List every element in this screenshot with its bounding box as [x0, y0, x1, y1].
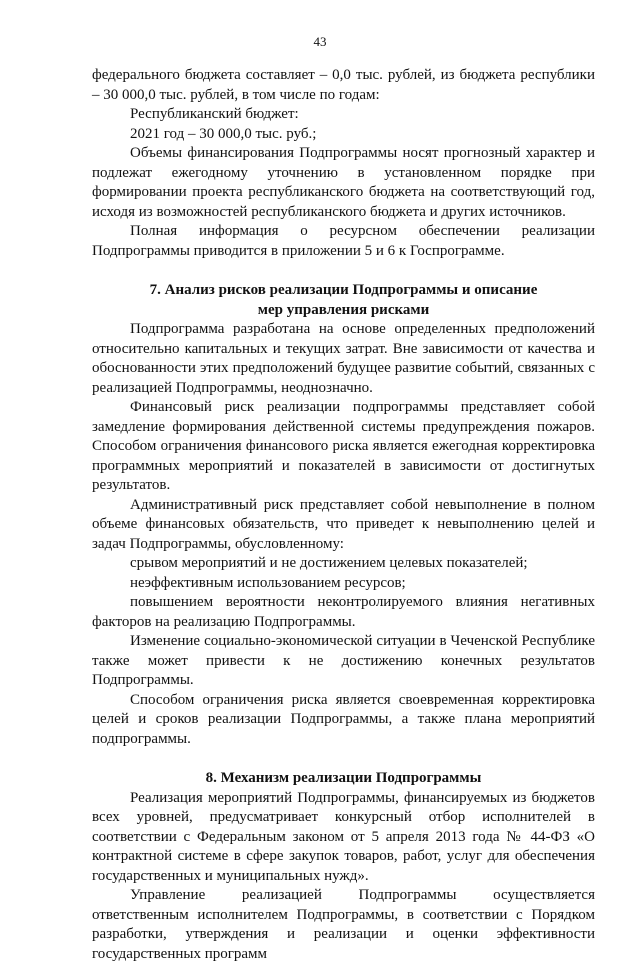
section7-heading-line2: мер управления рисками — [257, 301, 430, 318]
section8-paragraph: Реализация мероприятий Подпрограммы, финансируемых из бюджетов всех уровней, предусматривает конкурсный отбор исполнителей в соответствии с Федеральным законом от 5 апреля 2013 года № 44-ФЗ «О контрактной системе в сфере закупок товаров, работ, услуг для обеспечения государственных и муниципальных нужд». — [92, 789, 595, 884]
section7-paragraph: Изменение социально-экономической ситуации в Чеченской Республике также может привести к не достижению конечных результатов Подпрограммы. — [92, 633, 595, 688]
paragraph-funding-intro: федерального бюджета составляет – 0,0 тыс. рублей, из бюджета республики – 30 000,0 тыс. рублей, в том числе по годам: — [92, 67, 595, 103]
section7-heading-line1: 7. Анализ рисков реализации Подпрограммы и описание — [149, 282, 538, 298]
paragraph-funding-volumes: Объемы финансирования Подпрограммы носят прогнозный характер и подлежат ежегодному уточнению в установленном порядке при формировании проекта республиканского бюджета на соответствующий год, исходя из возможностей республиканского бюджета и других источников. — [92, 145, 595, 220]
page-number: 43 — [313, 34, 327, 49]
paragraph-full-info: Полная информация о ресурсном обеспечении реализации Подпрограммы приводится в приложении 5 и 6 к Госпрограмме. — [92, 223, 595, 259]
document-body — [92, 66, 595, 964]
section8-paragraph: Управление реализацией Подпрограммы осуществляется ответственным исполнителем Подпрограммы, в соответствии с Порядком разработки, утверждения и реализации и оценки эффективности государственных программ — [92, 887, 595, 962]
paragraph-republic-budget: Республиканский бюджет: — [130, 106, 299, 122]
section7-paragraph: Административный риск представляет собой невыполнение в полном объеме финансовых обязательств, что приведет к невыполнению целей и задач Подпрограммы, обусловленному: — [92, 496, 595, 552]
section7-paragraph: Подпрограмма разработана на основе определенных предположений относительно капитальных и текущих затрат. Вне зависимости от качества и обоснованности этих предположений будущее развитие событий, связанных с реализацией Подпрограммы, неоднозначно. — [92, 321, 595, 396]
section7-paragraph: Способом ограничения риска является своевременная корректировка целей и сроков реализации Подпрограммы, а также плана мероприятий подпрограммы. — [92, 691, 595, 747]
section7-paragraph: Финансовый риск реализации подпрограммы представляет собой замедление формирования действенной системы предупреждения пожаров. Способом ограничения финансового риска является ежегодная корректировка программных мероприятий и показателей в зависимости от достигнутых результатов. — [92, 399, 595, 493]
section8-heading: 8. Механизм реализации Подпрограммы — [205, 770, 482, 786]
section7-list-item: повышением вероятности неконтролируемого влияния негативных факторов на реализацию Подпрограммы. — [92, 594, 595, 630]
paragraph-year-2021: 2021 год – 30 000,0 тыс. руб.; — [130, 125, 317, 142]
section7-list-item: неэффективным использованием ресурсов; — [130, 574, 406, 591]
section7-list-item: срывом мероприятий и не достижением целевых показателей; — [130, 555, 528, 571]
